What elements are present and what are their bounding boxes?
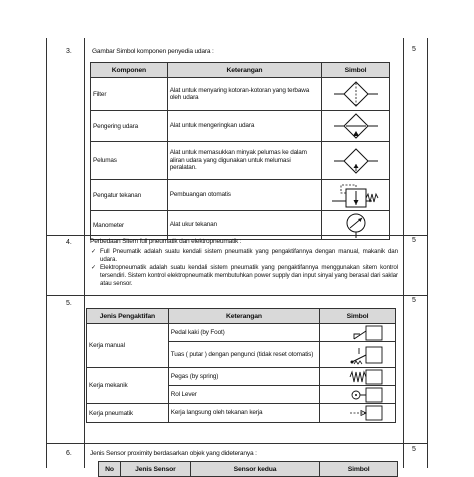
table-row <box>91 111 390 142</box>
roller-lever-symbol-icon <box>320 386 396 404</box>
table-row <box>91 78 390 111</box>
question-heading: Gambar Simbol komponen penyedia udara : <box>92 48 214 55</box>
column-header: No <box>99 462 121 477</box>
table-row <box>91 211 390 240</box>
column-header: Sensor kedua <box>190 462 319 477</box>
question-heading: Perbedaan Sitem full pneumatik dan elektropneumatik : <box>90 238 242 245</box>
actuation-category: Kerja pneumatik <box>87 404 169 423</box>
component-name: Manometer <box>91 211 168 240</box>
difference-list <box>90 248 398 288</box>
table-row <box>91 142 390 180</box>
actuation-description: Kerja langsung oleh tekanan kerja <box>168 404 319 423</box>
manometer-symbol-icon <box>322 211 390 240</box>
actuation-description: Pedal kaki (by Foot) <box>168 324 319 342</box>
table-row <box>87 404 396 423</box>
column-header: Simbol <box>320 309 396 324</box>
foot-pedal-symbol-icon <box>320 324 396 342</box>
component-name: Filter <box>91 78 168 111</box>
component-name: Pelumas <box>91 142 168 180</box>
list-item <box>90 264 398 288</box>
score-column-divider <box>403 38 404 468</box>
component-description: Alat untuk mengeringkan udara <box>167 111 321 142</box>
table-row <box>91 180 390 211</box>
column-header: Simbol <box>320 462 398 477</box>
table-row <box>87 324 396 342</box>
row-divider-5-6 <box>46 443 428 444</box>
question-number: 5. <box>66 300 72 307</box>
question-number: 6. <box>66 450 72 457</box>
answer-sheet <box>46 38 428 473</box>
question-score: 5 <box>412 446 416 453</box>
actuation-description: Rol Lever <box>168 386 319 404</box>
check-icon: ✓ <box>91 249 96 255</box>
proximity-sensor-table <box>98 461 398 477</box>
column-header: Jenis Sensor <box>120 462 190 477</box>
column-header: Keterangan <box>168 309 319 324</box>
component-name: Pengatur tekanan <box>91 180 168 211</box>
column-header: Komponen <box>91 63 168 78</box>
pressure-regulator-symbol-icon <box>322 180 390 211</box>
component-description: Alat ukur tekanan <box>167 211 321 240</box>
table-row <box>87 368 396 386</box>
question-number: 3. <box>66 48 72 55</box>
component-name: Pengering udara <box>91 111 168 142</box>
component-description: Pembuangan otomatis <box>167 180 321 211</box>
dryer-symbol-icon <box>322 111 390 142</box>
actuation-category: Kerja mekanik <box>87 368 169 404</box>
row-divider-4-5 <box>46 295 428 296</box>
column-header: Simbol <box>322 63 390 78</box>
component-description: Alat untuk menyaring kotoran-kotoran yang terbawa oleh udara <box>167 78 321 111</box>
column-header: Jenis Pengaktifan <box>87 309 169 324</box>
lever-detent-symbol-icon <box>320 342 396 368</box>
right-border <box>427 38 428 468</box>
question-heading: Jenis Sensor proximity berdasarkan objek yang dideteranya : <box>90 450 257 457</box>
filter-symbol-icon <box>322 78 390 111</box>
spring-symbol-icon <box>320 368 396 386</box>
list-item <box>90 248 398 264</box>
actuation-types-table <box>86 308 396 423</box>
check-icon: ✓ <box>91 265 96 271</box>
lubricator-symbol-icon <box>322 142 390 180</box>
question-score: 5 <box>412 237 416 244</box>
list-item-text: Full Pneumatik adalah suatu kendali sistem pneumatik yang pengaktifannya dengan manual, makanik dan udara. <box>100 248 398 263</box>
question-number: 4. <box>66 239 72 246</box>
column-header: Keterangan <box>167 63 321 78</box>
question-score: 5 <box>412 297 416 304</box>
actuation-category: Kerja manual <box>87 324 169 368</box>
pilot-pressure-symbol-icon <box>320 404 396 423</box>
actuation-description: Tuas ( putar ) dengan pengunci (tidak reset otomatis) <box>168 342 319 368</box>
actuation-description: Pegas (by spring) <box>168 368 319 386</box>
list-item-text: Elektropneumatik adalah suatu kendali sistem pneumatik yang pengaktifannya menggunakan sitem kontrol tersendiri. Sistem kontrol elektropneumatik membutuhkan power supply dan input sinyal yang berasal dari saklar atau sensor. <box>100 264 398 287</box>
question-score: 5 <box>412 46 416 53</box>
air-service-components-table <box>90 62 390 240</box>
component-description: Alat untuk memasukkan minyak pelumas ke dalam aliran udara yang digunakan untuk melumasi peralatan. <box>167 142 321 180</box>
left-border <box>46 38 47 468</box>
number-column-divider <box>84 38 85 468</box>
